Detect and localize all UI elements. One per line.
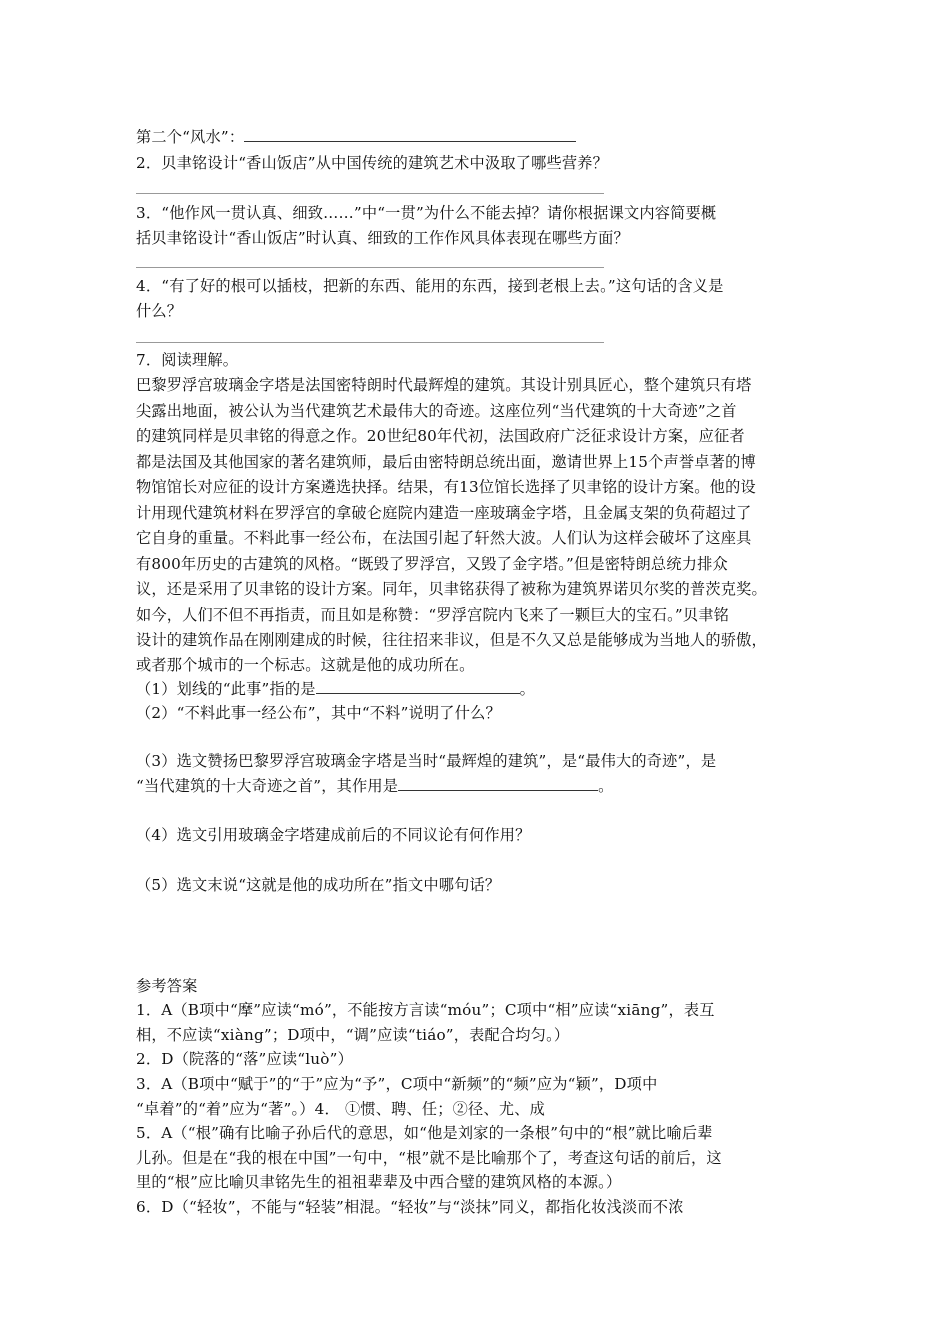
answer-line: 3．A（B项中“赋于”的“于”应为“予”，C项中“新频”的“频”应为“颖”，D项中 (136, 1075, 658, 1093)
sub-question-4: （4）选文引用玻璃金字塔建成前后的不同议论有何作用？ (136, 826, 531, 844)
q1-label: 第二个“风水”： (136, 128, 245, 146)
answers-title: 参考答案 (136, 977, 198, 995)
sub-question-3-line-1: （3）选文赞扬巴黎罗浮宫玻璃金字塔是当时“最辉煌的建筑”，是“最伟大的奇迹”，是 (136, 752, 717, 770)
answer-line: 相，不应读“xiàng”；D项中，“调”应读“tiáo”，表配合均匀。） (136, 1026, 570, 1044)
question-3-line-1: 3．“他作风一贯认真、细致……”中“一贯”为什么不能去掉？请你根据课文内容简要概 (136, 204, 717, 222)
answer-line: 1．A（B项中“摩”应读“mó”，不能按方言读“móu”；C项中“相”应读“xiāng”，表互 (136, 1001, 715, 1019)
q1-answer-line (136, 126, 826, 148)
question-4-line-2: 什么？ (136, 302, 183, 320)
passage-line: 有800年历史的古建筑的风格。“既毁了罗浮宫，又毁了金字塔。”但是密特朗总统力排众 (136, 555, 728, 573)
answer-line: 5．A（“根”确有比喻子孙后代的意思，如“他是刘家的一条根”句中的“根”就比喻后辈 (136, 1124, 713, 1142)
passage-line: 它自身的重量。不料此事一经公布，在法国引起了轩然大波。人们认为这样会破坏了这座具 (136, 529, 752, 547)
section-7-title: 7．阅读理解。 (136, 351, 239, 369)
passage-line: 计用现代建筑材料在罗浮宫的拿破仑庭院内建造一座玻璃金字塔，且金属支架的负荷超过了 (136, 504, 752, 522)
sub-question-3-blank[interactable] (398, 775, 598, 791)
answer-line: 6．D（“轻妆”，不能与“轻装”相混。“轻妆”与“淡抹”同义，都指化妆浅淡而不浓 (136, 1198, 684, 1216)
sub-question-1 (136, 678, 826, 700)
passage-line: 如今，人们不但不再指责，而且如是称赞：“罗浮宫院内飞来了一颗巨大的宝石。”贝聿铭 (136, 606, 730, 624)
sub-question-1-blank[interactable] (316, 678, 520, 694)
question-2: 2．贝聿铭设计“香山饭店”从中国传统的建筑艺术中汲取了哪些营养？ (136, 154, 609, 172)
answer-line: “卓着”的“着”应为“著”。）4． ①惯、聘、任；②径、尤、成 (136, 1100, 545, 1118)
sub-question-1-end: 。 (519, 680, 536, 698)
question-3-line-2: 括贝聿铭设计“香山饭店”时认真、细致的工作作风具体表现在哪些方面？ (136, 229, 629, 247)
q4-answer-rule[interactable] (136, 342, 604, 343)
q3-answer-rule[interactable] (136, 267, 604, 268)
passage-line: 尖露出地面，被公认为当代建筑艺术最伟大的奇迹。这座位列“当代建筑的十大奇迹”之首 (136, 402, 737, 420)
answer-line: 里的“根”应比喻贝聿铭先生的祖祖辈辈及中西合璧的建筑风格的本源。） (136, 1173, 622, 1191)
q2-answer-rule[interactable] (136, 193, 604, 194)
answer-line: 2．D（院落的“落”应读“luò”） (136, 1050, 353, 1068)
answer-line: 儿孙。但是在“我的根在中国”一句中，“根”就不是比喻那个了，考查这句话的前后，这 (136, 1149, 722, 1167)
sub-question-3-text: “当代建筑的十大奇迹之首”，其作用是 (136, 777, 399, 795)
question-4-line-1: 4．“有了好的根可以插枝，把新的东西、能用的东西，接到老根上去。”这句话的含义是 (136, 277, 724, 295)
passage-line: 都是法国及其他国家的著名建筑师，最后由密特朗总统出面，邀请世界上15个声誉卓著的博 (136, 453, 756, 471)
passage-line: 物馆馆长对应征的设计方案遴选抉择。结果，有13位馆长选择了贝聿铭的设计方案。他的设 (136, 478, 756, 496)
sub-question-5: （5）选文末说“这就是他的成功所在”指文中哪句话？ (136, 876, 501, 894)
passage-line: 巴黎罗浮宫玻璃金字塔是法国密特朗时代最辉煌的建筑。其设计别具匠心，整个建筑只有塔 (136, 376, 752, 394)
sub-question-3-line-2 (136, 775, 826, 797)
passage-line: 设计的建筑作品在刚刚建成的时候，往往招来非议，但是不久又总是能够成为当地人的骄傲， (136, 631, 767, 649)
q1-blank[interactable] (244, 126, 576, 142)
sub-question-2: （2）“不料此事一经公布”，其中“不料”说明了什么？ (136, 704, 501, 722)
passage-line: 的建筑同样是贝聿铭的得意之作。20世纪80年代初，法国政府广泛征求设计方案，应征者 (136, 427, 745, 445)
passage-line: 或者那个城市的一个标志。这就是他的成功所在。 (136, 656, 475, 674)
passage-line: 议，还是采用了贝聿铭的设计方案。同年，贝聿铭获得了被称为建筑界诺贝尔奖的普茨克奖。 (136, 580, 767, 598)
sub-question-1-text: （1）划线的“此事”指的是 (136, 680, 316, 698)
sub-question-3-end: 。 (598, 777, 614, 795)
